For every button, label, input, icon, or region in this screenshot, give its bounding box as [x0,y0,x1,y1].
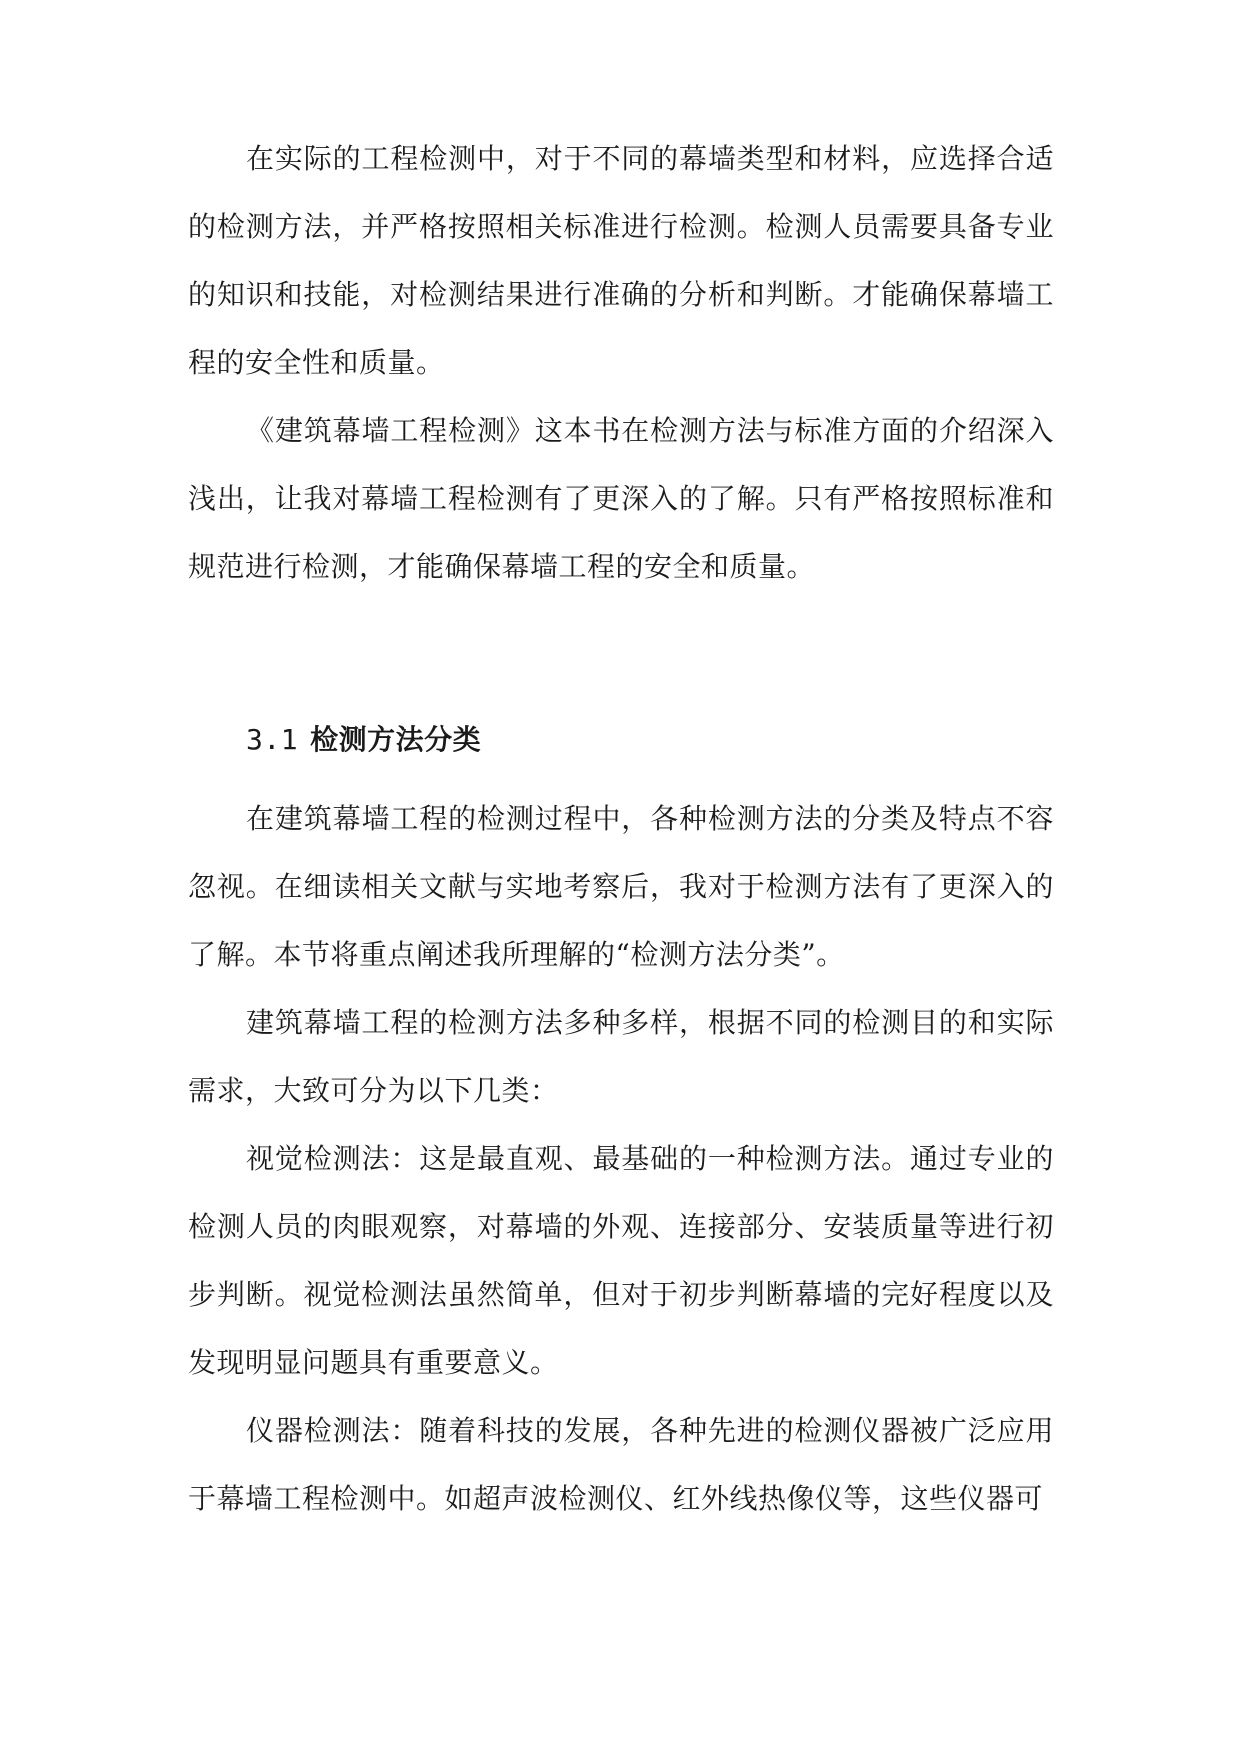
paragraph-detection-practice: 在实际的工程检测中，对于不同的幕墙类型和材料，应选择合适的检测方法，并严格按照相关标准进行检测。检测人员需要具备专业的知识和技能，对检测结果进行准确的分析和判断。才能确保幕墙工程的安全性和质量。 [188,142,1054,379]
section-heading [246,706,481,774]
paragraph-visual-inspection: 视觉检测法：这是最直观、最基础的一种检测方法。通过专业的检测人员的肉眼观察，对幕墙的外观、连接部分、安装质量等进行初步判断。视觉检测法虽然简单，但对于初步判断幕墙的完好程度以及发现明显问题具有重要意义。 [188,1142,1054,1379]
paragraph-instrument-inspection: 仪器检测法：随着科技的发展，各种先进的检测仪器被广泛应用于幕墙工程检测中。如超声波检测仪、红外线热像仪等，这些仪器可 [188,1414,1054,1515]
paragraph-book-review: 《建筑幕墙工程检测》这本书在检测方法与标准方面的介绍深入浅出，让我对幕墙工程检测有了更深入的了解。只有严格按照标准和规范进行检测，才能确保幕墙工程的安全和质量。 [188,414,1054,583]
paragraph-classification-intro: 在建筑幕墙工程的检测过程中，各种检测方法的分类及特点不容忽视。在细读相关文献与实地考察后，我对于检测方法有了更深入的了解。本节将重点阐述我所理解的“检测方法分类”。 [188,802,1054,971]
section-number: 3.1 [246,723,299,756]
paragraph-method-overview: 建筑幕墙工程的检测方法多种多样，根据不同的检测目的和实际需求，大致可分为以下几类： [188,1006,1054,1107]
section-title: 检测方法分类 [310,723,482,756]
